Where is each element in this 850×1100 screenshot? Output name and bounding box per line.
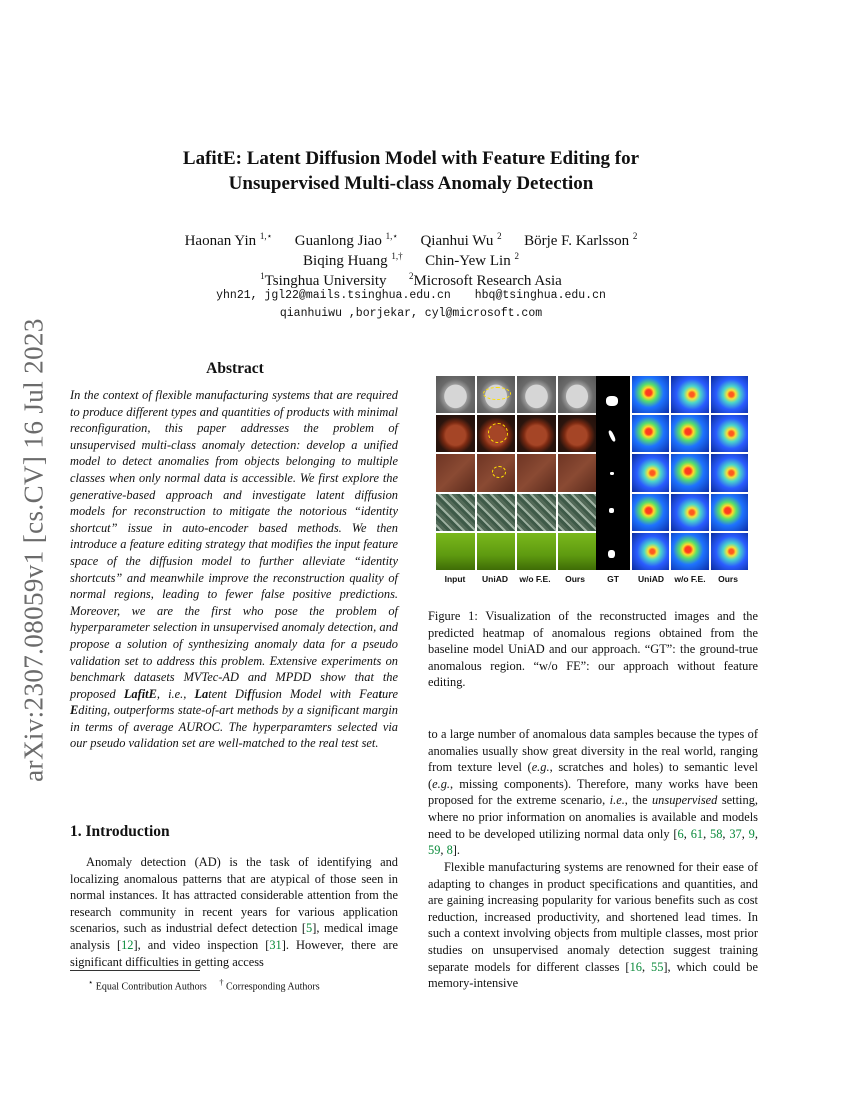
author-affiliation-mark: 2 <box>514 251 519 261</box>
heatmap-image <box>632 533 669 570</box>
affiliation-mark: 2 <box>409 271 414 281</box>
ground-truth-mask <box>608 430 617 443</box>
email-line-2 <box>100 307 722 320</box>
heatmap-image <box>711 454 748 491</box>
author-name: Börje F. Karlsson <box>524 233 630 249</box>
body-text-italic: i.e. <box>609 793 625 808</box>
author-name: Chin-Yew Lin <box>425 253 511 269</box>
author-affiliation-mark: 2 <box>632 231 638 241</box>
citation-link[interactable]: 55 <box>651 959 664 974</box>
affiliations-line <box>100 266 722 291</box>
footnote-rule <box>70 970 200 971</box>
intro-text: , medical image analysis <box>70 921 398 952</box>
affiliation-tsinghua: Tsinghua University <box>264 273 387 289</box>
abstract-acronym-letter: La <box>194 686 209 701</box>
arxiv-identifier-text: arXiv:2307.08059v1 [cs.CV] 16 Jul 2023 <box>18 318 49 782</box>
figure-image <box>517 415 556 452</box>
author-name: Qianhui Wu <box>420 233 494 249</box>
citation-link[interactable]: 31 <box>269 937 282 952</box>
footnote-mark: ⋆ <box>88 978 94 987</box>
paper-title-line-1: LafitE: Latent Diffusion Model with Feature Editing for <box>182 148 640 169</box>
figure-column-label: Ours <box>718 574 738 584</box>
ground-truth-mask <box>608 550 615 558</box>
footnote-mark: † <box>219 978 224 987</box>
footnote-text: Equal Contribution Authors <box>95 981 207 993</box>
heatmap-image <box>671 376 708 413</box>
figure-column-label: UniAD <box>638 574 664 584</box>
email-line-1 <box>100 289 722 302</box>
citation-link[interactable]: 58 <box>710 826 723 841</box>
abstract-body <box>70 387 398 752</box>
figure-image <box>558 376 597 413</box>
figure-image <box>436 376 475 413</box>
abstract-text: tent Di <box>208 686 248 701</box>
heatmap-image <box>671 533 708 570</box>
figure-column-label: Input <box>444 574 466 584</box>
author-affiliation-mark: 2 <box>497 231 502 241</box>
heatmap-image <box>632 376 669 413</box>
figure-image <box>517 376 556 413</box>
figure-column-label: w/o F.E. <box>519 574 551 584</box>
figure-image <box>517 494 556 531</box>
affiliation-microsoft: Microsoft Research Asia <box>413 273 562 289</box>
anomaly-marker <box>483 387 511 400</box>
figure-column-label: GT <box>607 574 619 584</box>
right-column-paragraph-1: to a large number of anomalous data samples because the types of anomalies usually show great diversity in the real world, ranging from texture level (e.g., scratches and holes) to semantic level (e.g., missing components). Therefore, many works have been proposed for the extreme scenario, i.e., the unsupervised setting, where no prior information on anomalies is available and models need to be developed utilizing normal data only [6, 61, 58, 37, 9, 59, 8]. <box>428 727 758 858</box>
heatmap-image <box>671 454 708 491</box>
body-text-italic: e.g. <box>531 760 550 775</box>
heatmap-image <box>711 533 748 570</box>
intro-text: . However, there are significant difficulties in getting access <box>70 937 398 969</box>
abstract-acronym-letter: t <box>378 686 382 701</box>
figure-image <box>517 533 556 570</box>
figure-1-caption: Figure 1: Visualization of the reconstructed images and the predicted heatmap of anomalous regions obtained from the baseline model UniAD and our approach. “GT”: the ground-true anomalous region. “w/o FE”: our approach without feature editing. <box>428 609 758 690</box>
heatmap-image <box>632 494 669 531</box>
figure-column-label: Ours <box>565 574 585 584</box>
abstract-heading: Abstract <box>206 360 264 377</box>
citation-link[interactable]: 61 <box>690 826 704 841</box>
heatmap-image <box>671 415 708 452</box>
ground-truth-mask-column <box>596 376 630 570</box>
figure-image <box>477 454 516 491</box>
ground-truth-mask <box>606 396 618 406</box>
citation-link[interactable]: 16 <box>629 959 642 974</box>
body-text: ]. <box>452 843 461 858</box>
body-text: , scratches and holes) to semantic level ( <box>428 760 758 791</box>
abstract-text: diting, outperforms state-of-art methods by a significant margin in terms of average AUROC. The hyperparamters selected via our pseudo validation set are well-matched to the real test set. <box>70 703 398 751</box>
body-text: ], which could be memory-intensive <box>428 959 758 991</box>
figure-image <box>436 415 475 452</box>
citation-link[interactable]: 12 <box>121 937 134 952</box>
author-name: Haonan Yin <box>184 233 257 249</box>
arxiv-identifier-stamp <box>14 300 54 800</box>
figure-image <box>436 533 475 570</box>
heatmap-image <box>632 415 669 452</box>
citation-link[interactable]: 5 <box>306 921 313 936</box>
abstract-text: fusion Model with Fea <box>251 686 379 701</box>
figure-image <box>558 454 597 491</box>
figure-column-label: UniAD <box>482 574 508 584</box>
introduction-paragraph: Anomaly detection (AD) is the task of identifying and localizing anomalous patterns that are atypical of those seen in normal instances. It has attracted considerable attention from the research community in recent years for various application scenarios, such as industrial defect detection [5], medical image analysis [12], and video inspection [31]. However, there are significant difficulties in getting access <box>70 855 398 969</box>
abstract-text: ure <box>381 686 399 701</box>
heatmap-image <box>671 494 708 531</box>
author-name: Guanlong Jiao <box>294 233 382 249</box>
figure-image <box>558 494 597 531</box>
intro-text: , and video inspection <box>137 937 266 952</box>
heatmap-image <box>632 454 669 491</box>
anomaly-marker <box>492 466 506 478</box>
right-column-paragraph-2: Flexible manufacturing systems are renowned for their ease of adapting to changes in product specifications and quantities, and are gaining increasing popularity for various benefits such as cost reduction, increased productivity, and shortened lead times. In such a context involving objects from multiple classes, most prior studies on unsupervised anomaly detection suggest training separate models for different classes [16, 55], which could be memory-intensive <box>428 860 758 991</box>
footnote-text: Corresponding Authors <box>226 981 320 993</box>
heatmap-grid <box>632 376 748 570</box>
figure-image <box>436 454 475 491</box>
ground-truth-mask <box>609 508 614 513</box>
body-text-italic: e.g. <box>432 776 451 791</box>
reconstruction-grid <box>436 376 596 570</box>
figure-image <box>436 494 475 531</box>
figure-image <box>517 454 556 491</box>
abstract-model-name: LafitE <box>123 686 157 701</box>
citation-link[interactable]: 37 <box>729 826 742 841</box>
abstract-text: In the context of flexible manufacturing systems that are required to produce different types and quantities of products with minimal reconfiguration, this paper addresses the problem of unsupervised multi-class anomaly detection: develop a unified model to detect anomalies from objects belonging to multiple classes when only normal data is accessible. We first explore the generative-based approach and investigate latent diffusion models for reconstruction to mitigate the notorious “identity shortcut” issue in auto-encoder based methods. We then introduce a feature editing strategy that modifies the input feature space of the diffusion model to further alleviate “identity shortcuts” and meanwhile improve the reconstruction quality of normal regions, leading to fewer false positive predictions. Moreover, we are the first who pose the problem of hyperparameter selection in unsupervised anomaly detection, and propose a solution of synthesizing anomaly data for a pseudo validation set to address this problem. Extensive experiments on benchmark datasets MVTec-AD and MPDD show that the proposed <box>70 388 398 701</box>
heatmap-image <box>711 376 748 413</box>
heatmap-image <box>711 415 748 452</box>
citation-link[interactable]: 6 <box>677 826 684 841</box>
figure-image <box>477 415 516 452</box>
figure-column-label: w/o F.E. <box>674 574 706 584</box>
intro-text: Anomaly detection (AD) is the task of identifying and localizing anomalous patterns that are atypical of those seen in normal instances. It has attracted considerable attention from the research community in recent years for various application scenarios, such as industrial defect detection <box>70 855 398 936</box>
email-text: yhn21, jgl22@mails.tsinghua.edu.cn <box>216 289 451 302</box>
body-text: Flexible manufacturing systems are renowned for their ease of adapting to changes in product specifications and quantities, and are gaining increasing popularity for various benefits such as cost reduction, increased productivity, and shortened lead times. In such a context involving objects from multiple classes, most prior studies on unsupervised anomaly detection suggest training separate models for different classes [ <box>428 860 758 974</box>
author-affiliation-mark: 1,† <box>391 251 403 261</box>
figure-1 <box>436 376 748 590</box>
email-text: qianhuiwu ,borjekar, cyl@microsoft.com <box>279 307 543 320</box>
figure-image <box>558 415 597 452</box>
citation-link[interactable]: 8 <box>446 843 453 858</box>
figure-image <box>558 533 597 570</box>
abstract-text: , i.e., <box>156 686 195 701</box>
citation-link[interactable]: 9 <box>748 826 755 841</box>
introduction-heading: 1. Introduction <box>70 823 170 840</box>
paper-title-line-2: Unsupervised Multi-class Anomaly Detection <box>228 173 594 194</box>
ground-truth-mask <box>610 472 614 475</box>
heatmap-image <box>711 494 748 531</box>
figure-image <box>477 376 516 413</box>
body-text: , missing components). Therefore, many works have been proposed for the extreme scenario, <box>428 776 758 808</box>
author-affiliation-mark: 1,⋆ <box>385 231 398 241</box>
email-text: hbq@tsinghua.edu.cn <box>474 289 606 302</box>
citation-link[interactable]: 59 <box>428 843 441 858</box>
body-text: setting, where no prior information on anomalies is available and models need to be developed utilizing normal data only [ <box>428 793 758 841</box>
body-text: to a large number of anomalous data samples because the types of anomalies usually show great diversity in the real world, ranging from texture level ( <box>428 727 758 775</box>
affiliation-mark: 1 <box>260 271 265 281</box>
footnote <box>88 977 320 992</box>
body-text-italic: unsupervised <box>651 793 718 808</box>
figure-image <box>477 494 516 531</box>
author-affiliation-mark: 1,⋆ <box>259 231 273 241</box>
abstract-acronym-letter: f <box>247 686 252 701</box>
abstract-acronym-letter: E <box>70 703 79 718</box>
author-name: Biqing Huang <box>303 253 388 269</box>
figure-image <box>477 533 516 570</box>
body-text: , the <box>624 793 652 808</box>
anomaly-marker <box>488 423 508 443</box>
